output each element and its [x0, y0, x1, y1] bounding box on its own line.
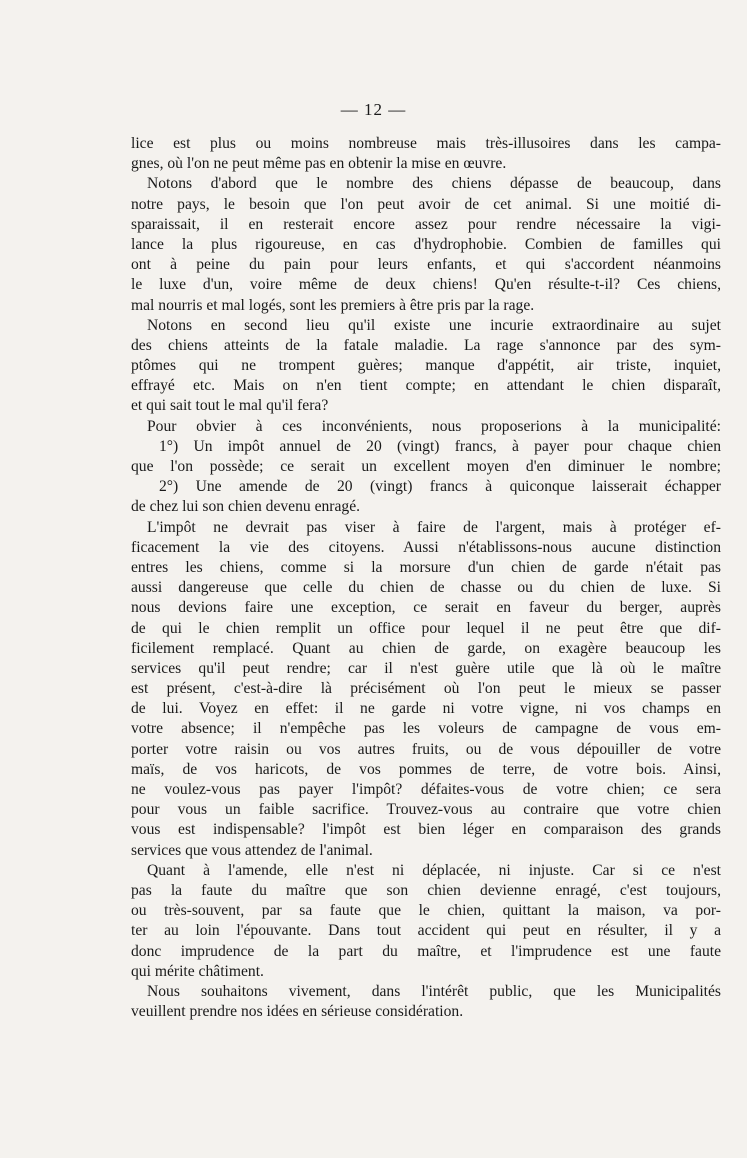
text-line: aussi dangereuse que celle du chien de chasse ou du chien de luxe. Si [131, 579, 721, 597]
text-line: 1°) Un impôt annuel de 20 (vingt) francs, à payer pour chaque chien [159, 437, 721, 455]
text-line: notre pays, le besoin que l'on peut avoir de cet animal. Si une moitié di- [131, 195, 721, 213]
text-line: maïs, de vos haricots, de vos pommes de terre, de votre bois. Ainsi, [131, 760, 721, 778]
text-line: lance la plus rigoureuse, en cas d'hydrophobie. Combien de familles qui [131, 235, 721, 253]
text-line: est présent, c'est-à-dire là précisément où l'on peut le mieux se passer [131, 680, 721, 698]
text-line: vous est indispensable? l'impôt est bien léger en comparaison des grands [131, 821, 721, 839]
text-line: ficacement la vie des citoyens. Aussi n'établissons-nous aucune distinction [131, 538, 721, 556]
text-line: ter au loin l'épouvante. Dans tout accident qui peut en résulter, il y a [131, 922, 721, 940]
text-line: entres les chiens, comme si la morsure d'un chien de garde n'était pas [131, 558, 721, 576]
text-line: 2°) Une amende de 20 (vingt) francs à quiconque laisserait échapper [159, 478, 721, 496]
body-text [131, 134, 721, 1022]
text-line: pas la faute du maître que son chien devienne enragé, c'est toujours, [131, 881, 721, 899]
text-line: pour vous un faible sacrifice. Trouvez-vous au contraire que votre chien [131, 801, 721, 819]
page-number: — 12 — [340, 100, 407, 119]
text-line: Quant à l'amende, elle n'est ni déplacée, ni injuste. Car si ce n'est [147, 861, 721, 879]
text-line: lice est plus ou moins nombreuse mais très-illusoires dans les campa- [131, 135, 721, 152]
text-line: porter votre raisin ou vos autres fruits, ou de vous dépouiller de votre [131, 740, 721, 758]
text-line: ou très-souvent, par sa faute que le chien, quittant la maison, va por- [131, 902, 721, 920]
text-line: ont à peine du pain pour leurs enfants, et qui s'accordent néanmoins [131, 256, 721, 274]
text-line: services que vous attendez de l'animal. [131, 841, 373, 859]
text-line: Pour obvier à ces inconvénients, nous proposerions à la municipalité: [147, 417, 721, 435]
text-line: Notons d'abord que le nombre des chiens dépasse de beaucoup, dans [147, 175, 721, 193]
text-line: mal nourris et mal logés, sont les premiers à être pris par la rage. [131, 296, 535, 314]
text-line: de chez lui son chien devenu enragé. [131, 498, 361, 516]
text-line: Nous souhaitons vivement, dans l'intérêt public, que les Municipalités [147, 982, 721, 1000]
text-line: sparaissait, il en resterait encore assez pour rendre nécessaire la vigi- [131, 215, 721, 233]
text-line: Notons en second lieu qu'il existe une incurie extraordinaire au sujet [147, 316, 721, 334]
text-line: gnes, où l'on ne peut même pas en obtenir la mise en œuvre. [131, 155, 507, 173]
text-line: votre absence; il n'empêche pas les voleurs de campagne de vous em- [131, 720, 721, 738]
text-line: effrayé etc. Mais on n'en tient compte; en attendant le chien disparaît, [131, 377, 721, 395]
text-line: le luxe d'un, voire même de deux chiens! Qu'en résulte-t-il? Ces chiens, [131, 276, 721, 294]
text-line: ficilement remplacé. Quant au chien de garde, on exagère beaucoup les [131, 639, 721, 657]
text-line: L'impôt ne devrait pas viser à faire de l'argent, mais à protéger ef- [147, 518, 721, 536]
text-line: des chiens atteints de la fatale maladie. La rage s'annonce par des sym- [131, 336, 721, 354]
text-line: ptômes qui ne trompent guères; manque d'appétit, air triste, inquiet, [131, 357, 721, 375]
text-line: services qu'il peut rendre; car il n'est guère utile que là où le maître [131, 659, 721, 677]
text-line: veuillent prendre nos idées en sérieuse considération. [131, 1003, 464, 1021]
text-line: ne voulez-vous pas payer l'impôt? défaites-vous de votre chien; ce sera [131, 781, 721, 798]
text-line: donc imprudence de la part du maître, et l'imprudence est une faute [131, 942, 721, 960]
text-line: de qui le chien remplit un office pour lequel il ne peut être que dif- [131, 619, 721, 637]
text-line: nous devions faire une exception, ce serait en faveur du berger, auprès [131, 599, 721, 617]
text-line: et qui sait tout le mal qu'il fera? [131, 397, 329, 415]
text-line: qui mérite châtiment. [131, 962, 264, 980]
text-line: de lui. Voyez en effet: il ne garde ni votre vigne, ni vos champs en [131, 700, 721, 718]
text-line: que l'on possède; ce serait un excellent moyen d'en diminuer le nombre; [131, 458, 721, 475]
